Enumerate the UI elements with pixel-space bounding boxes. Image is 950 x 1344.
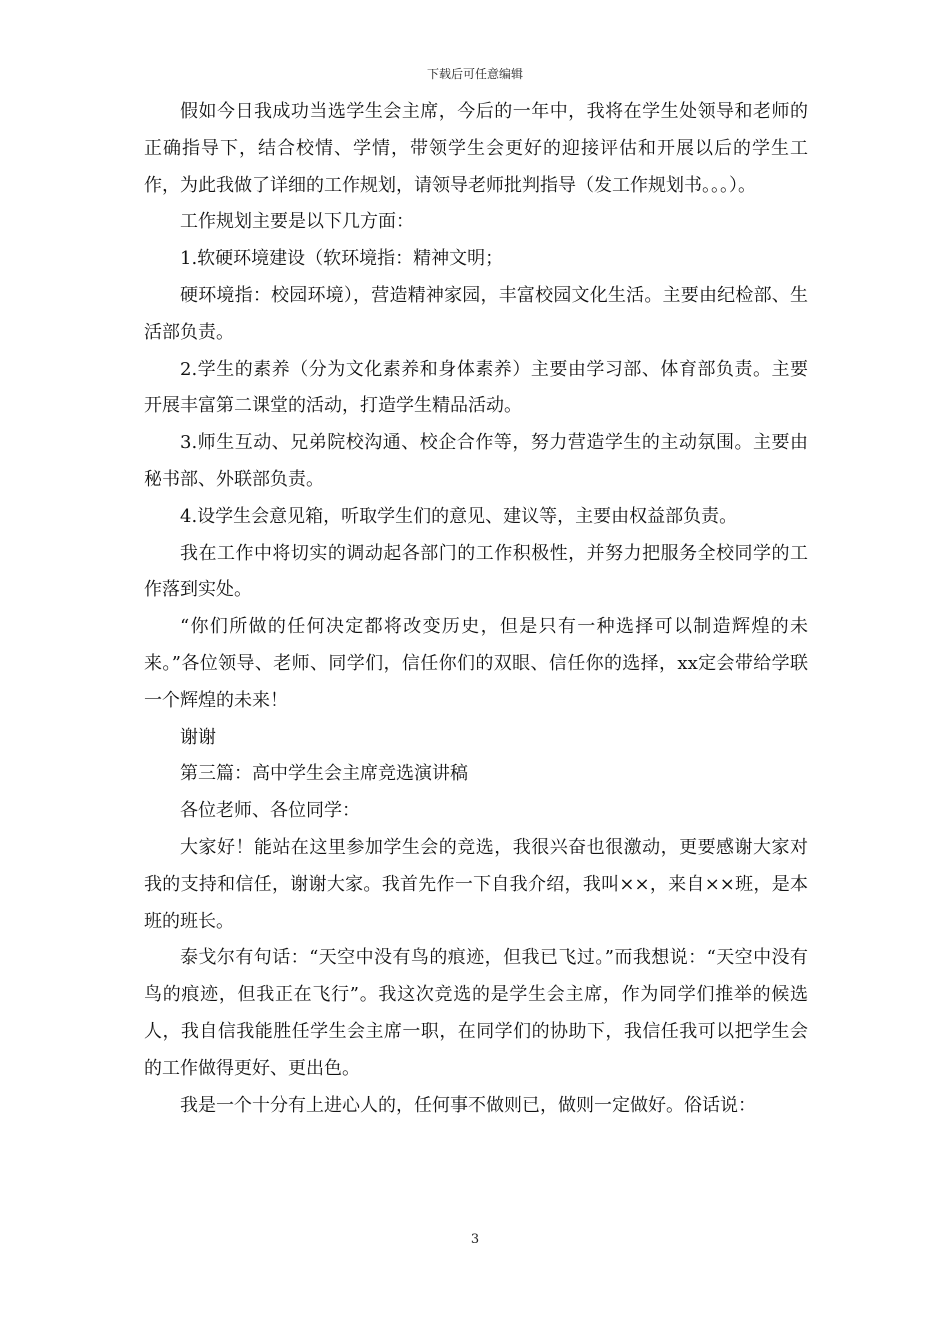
section-heading: 第三篇：高中学生会主席竞选演讲稿: [180, 763, 468, 785]
paragraph: 1.软硬环境建设（软环境指：精神文明；: [180, 248, 504, 270]
paragraph: 工作规划主要是以下几方面：: [180, 211, 414, 233]
salutation: 各位老师、各位同学：: [180, 800, 360, 822]
paragraph: 2.学生的素养（分为文化素养和身体素养）主要由学习部、体育部负责。主要开展丰富第二课堂的活动，打造学生精品活动。: [144, 358, 808, 417]
body-text: [144, 94, 808, 1124]
page-number: 3: [470, 1232, 480, 1247]
paragraph: 我是一个十分有上进心人的，任何事不做则已，做则一定做好。俗话说：: [180, 1094, 756, 1116]
paragraph: 硬环境指：校园环境），营造精神家园，丰富校园文化生活。主要由纪检部、生活部负责。: [144, 284, 808, 343]
paragraph: 假如今日我成功当选学生会主席，今后的一年中，我将在学生处领导和老师的正确指导下，结合校情、学情，带领学生会更好的迎接评估和开展以后的学生工作，为此我做了详细的工作规划，请领导老师批判指导（发工作规划书。。。）。: [144, 101, 808, 196]
paragraph: 大家好！能站在这里参加学生会的竞选，我很兴奋也很激动，更要感谢大家对我的支持和信任，谢谢大家。我首先作一下自我介绍，我叫××，来自××班，是本班的班长。: [144, 836, 808, 932]
paragraph: 4.设学生会意见箱，听取学生们的意见、建议等，主要由权益部负责。: [180, 505, 738, 527]
paragraph: 我在工作中将切实的调动起各部门的工作积极性，并努力把服务全校同学的工作落到实处。: [144, 542, 808, 601]
paragraph: “你们所做的任何决定都将改变历史，但是只有一种选择可以制造辉煌的未来。”各位领导、老师、同学们，信任你们的双眼、信任你的选择，xx定会带给学联一个辉煌的未来！: [144, 616, 808, 711]
paragraph: 谢谢: [180, 726, 216, 748]
page-header: 下载后可任意编辑: [426, 67, 523, 81]
paragraph: 泰戈尔有句话：“天空中没有鸟的痕迹，但我已飞过。”而我想说：“天空中没有鸟的痕迹，但我正在飞行”。我这次竞选的是学生会主席，作为同学们推举的候选人，我自信我能胜任学生会主席一职，在同学们的协助下，我信任我可以把学生会的工作做得更好、更出色。: [144, 947, 808, 1079]
paragraph: 3.师生互动、兄弟院校沟通、校企合作等，努力营造学生的主动氛围。主要由秘书部、外联部负责。: [144, 432, 808, 490]
